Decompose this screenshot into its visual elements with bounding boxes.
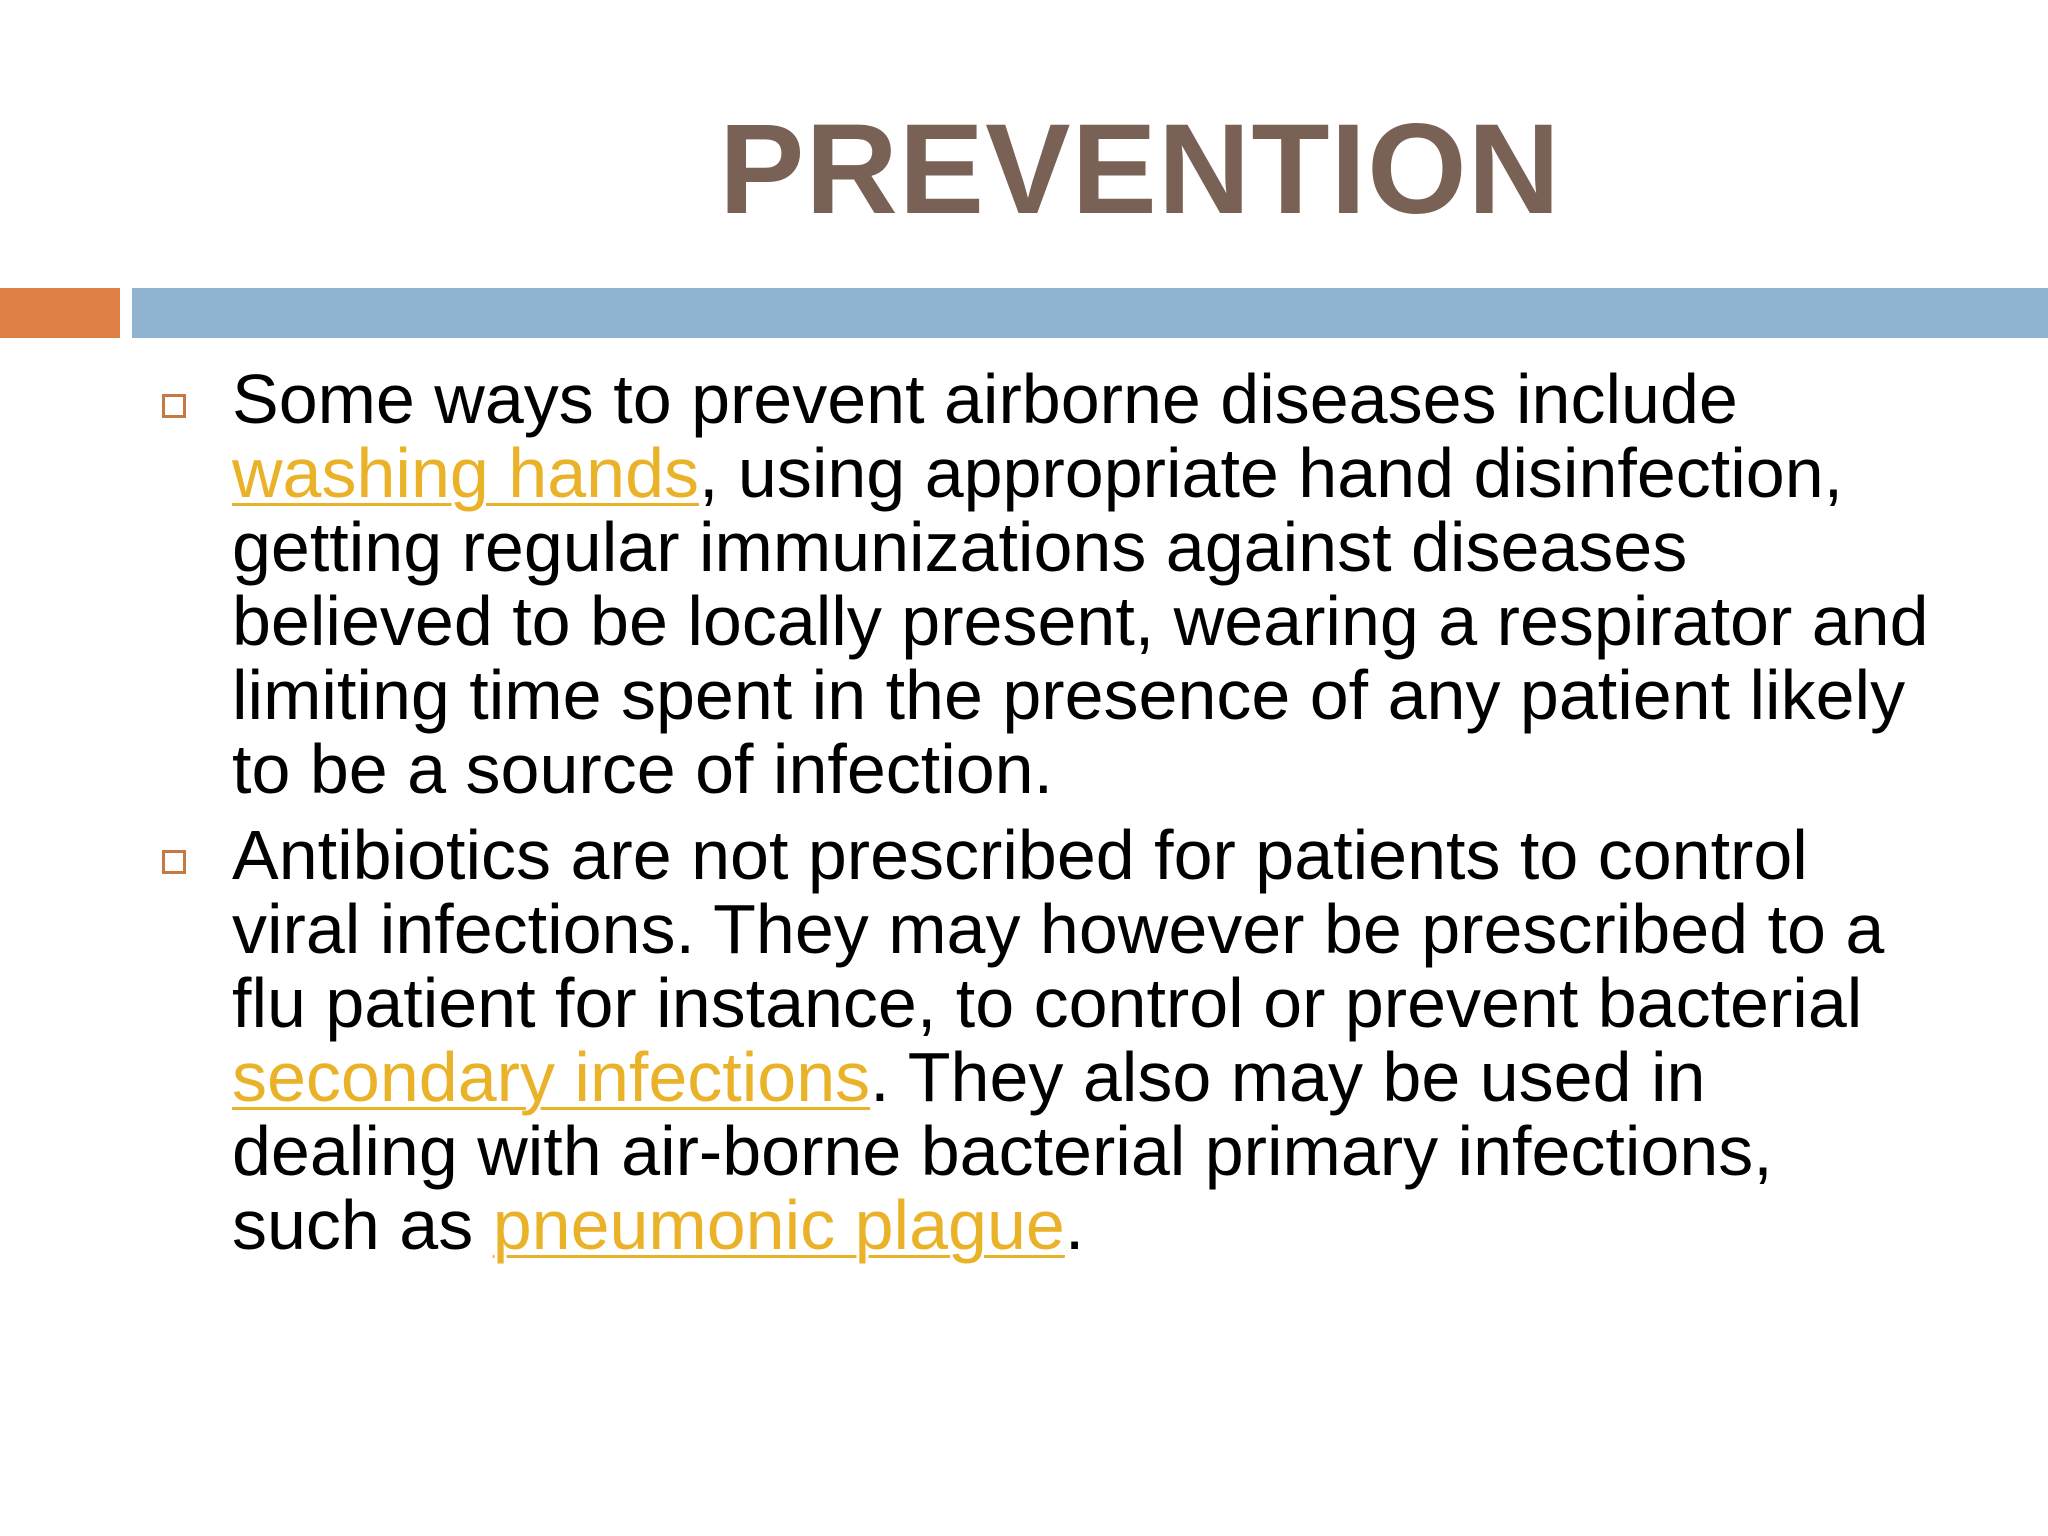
bullet-text (232, 816, 1884, 1264)
link-washing-hands[interactable]: washing hands (232, 434, 699, 512)
link-secondary-infections[interactable]: secondary infections (232, 1038, 871, 1116)
accent-bar (0, 288, 120, 338)
bullet-text-segment: Some ways to prevent airborne diseases include (232, 360, 1738, 438)
slide-title: PREVENTION (718, 98, 1562, 241)
bullet-text (232, 360, 1929, 808)
bullet-list (150, 362, 1940, 1274)
bullet-text-segment: , using appropriate hand disinfection, getting regular immunizations against diseases believed to be locally present, wearing a respirator and limiting time spent in the presence of any patient likely to be a source of infection. (232, 434, 1929, 808)
square-bullet-icon (162, 394, 186, 418)
square-bullet-icon (162, 850, 186, 874)
bullet-item (150, 362, 1940, 806)
bullet-text-segment: . They also may be used in dealing with air-borne bacterial primary infections, such as (232, 1038, 1773, 1264)
bullet-text-segment: Antibiotics are not prescribed for patients to control viral infections. They may however be prescribed to a flu patient for instance, to control or prevent bacterial (232, 816, 1885, 1042)
bullet-text-segment: . (1064, 1186, 1085, 1264)
title-divider-bar (132, 288, 2048, 338)
link-pneumonic-plague[interactable]: pneumonic plague (492, 1186, 1065, 1264)
bullet-item (150, 818, 1940, 1262)
